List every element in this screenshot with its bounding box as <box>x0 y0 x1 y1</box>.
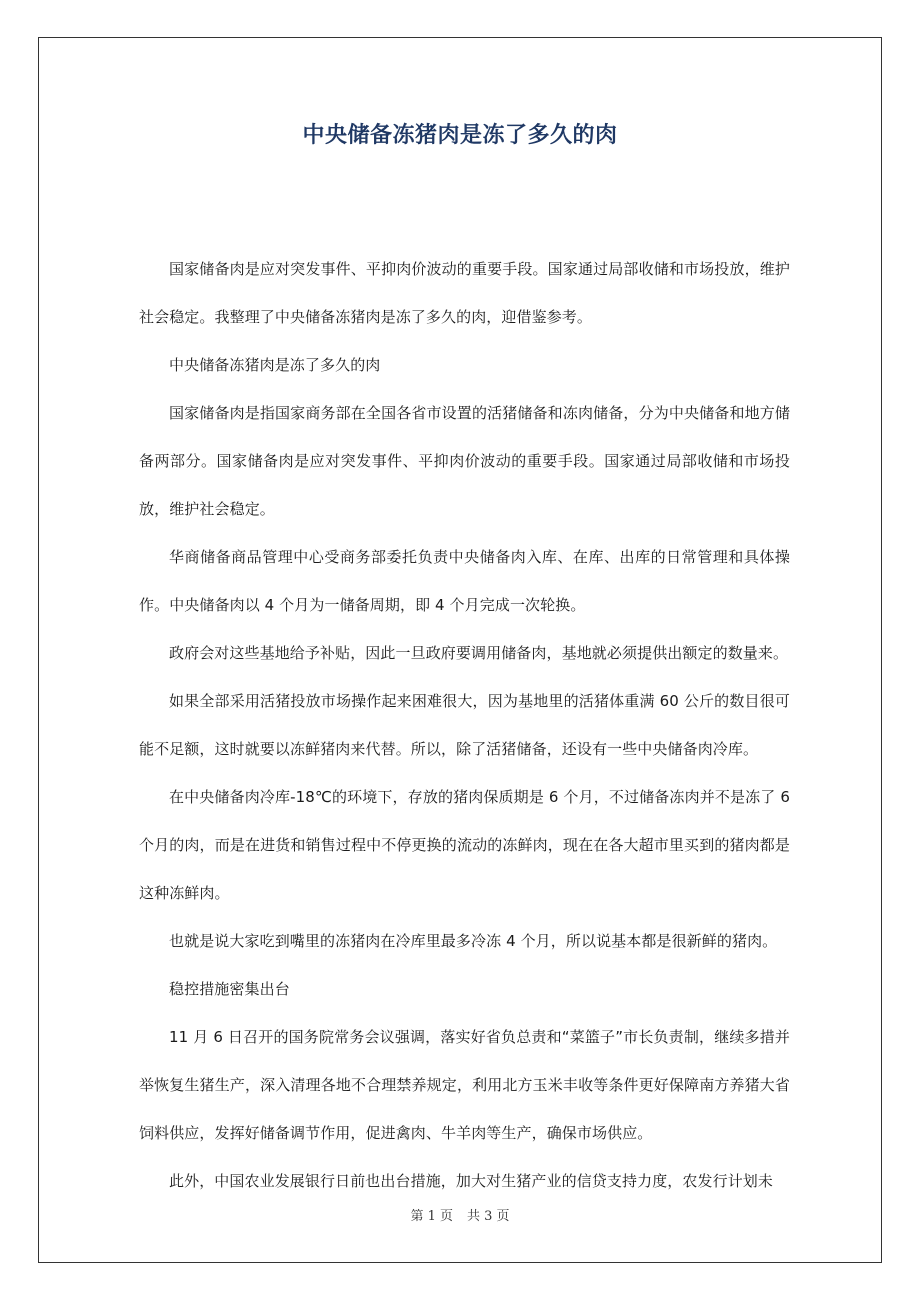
paragraph-subheading: 稳控措施密集出台 <box>169 980 290 998</box>
paragraph: 此外，中国农业发展银行日前也出台措施，加大对生猪产业的信贷支持力度，农发行计划未 <box>169 1172 774 1190</box>
paragraph: 政府会对这些基地给予补贴，因此一旦政府要调用储备肉，基地就必须提供出额定的数量来。 <box>169 644 789 662</box>
paragraph: 也就是说大家吃到嘴里的冻猪肉在冷库里最多冷冻 4 个月，所以说基本都是很新鲜的猪肉。 <box>169 932 778 950</box>
document-body <box>139 245 790 1205</box>
page-total: 共 3 页 <box>467 1209 510 1224</box>
paragraph: 11 月 6 日召开的国务院常务会议强调，落实好省负总责和“菜篮子”市长负责制，继续多措并举恢复生猪生产，深入清理各地不合理禁养规定，利用北方玉米丰收等条件更好保障南方养猪大省饲料供应，发挥好储备调节作用，促进禽肉、牛羊肉等生产，确保市场供应。 <box>139 1028 790 1142</box>
paragraph: 在中央储备肉冷库-18℃的环境下，存放的猪肉保质期是 6 个月，不过储备冻肉并不是冻了 6 个月的肉，而是在进货和销售过程中不停更换的流动的冻鲜肉，现在在各大超市里买到的猪肉都是这种冻鲜肉。 <box>139 788 790 902</box>
paragraph: 如果全部采用活猪投放市场操作起来困难很大，因为基地里的活猪体重满 60 公斤的数目很可能不足额，这时就要以冻鲜猪肉来代替。所以，除了活猪储备，还设有一些中央储备肉冷库。 <box>139 692 790 758</box>
paragraph-intro: 国家储备肉是应对突发事件、平抑肉价波动的重要手段。国家通过局部收储和市场投放，维护社会稳定。我整理了中央储备冻猪肉是冻了多久的肉，迎借鉴参考。 <box>139 260 790 326</box>
page-number: 第 1 页 <box>410 1209 453 1224</box>
paragraph: 国家储备肉是指国家商务部在全国各省市设置的活猪储备和冻肉储备，分为中央储备和地方储备两部分。国家储备肉是应对突发事件、平抑肉价波动的重要手段。国家通过局部收储和市场投放，维护社会稳定。 <box>139 404 790 518</box>
paragraph: 华商储备商品管理中心受商务部委托负责中央储备肉入库、在库、出库的日常管理和具体操作。中央储备肉以 4 个月为一储备周期，即 4 个月完成一次轮换。 <box>139 548 790 614</box>
document-title: 中央储备冻猪肉是冻了多久的肉 <box>302 123 618 148</box>
paragraph-subheading: 中央储备冻猪肉是冻了多久的肉 <box>169 356 381 374</box>
page-footer <box>0 1205 920 1224</box>
